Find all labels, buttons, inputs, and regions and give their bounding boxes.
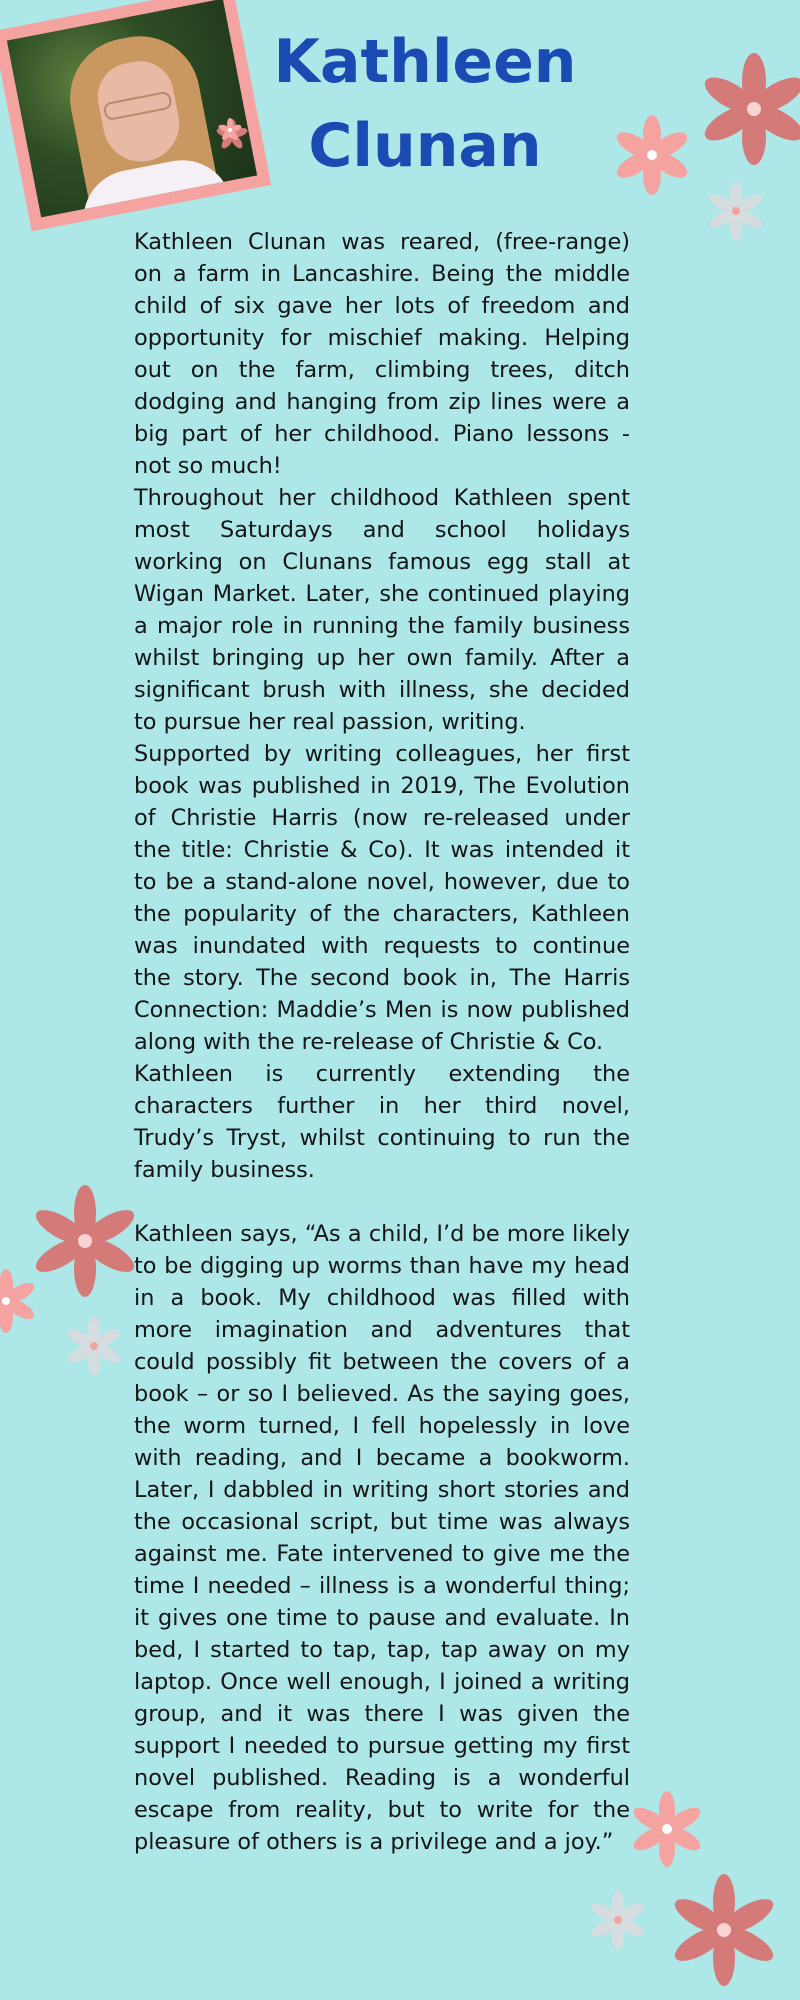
flower-icon — [582, 1884, 654, 1956]
flower-icon — [664, 1870, 784, 1990]
flower-icon — [26, 1182, 144, 1300]
flower-icon — [58, 1310, 130, 1382]
title-line-1: Kathleen — [273, 27, 577, 97]
title-line-2: Clunan — [308, 111, 542, 181]
author-quote: Kathleen says, “As a child, I’d be more likely to be digging up worms than have my head in a book. My childhood was filled with more imagination and adventures that could possibly fit between the covers of a book – or so I believed. As the saying goes, the worm turned, I fell hopelessly in love with reading, and I became a bookworm. Later, I dabbled in writing short stories and the occasional script, but time was always against me. Fate intervened to give me the time I needed – illness is a wonderful thing; it gives one time to pause and evaluate. In bed, I started to tap, tap, tap away on my laptop. Once well enough, I joined a writing group, and it was there I was given the support I needed to pursue getting my first novel published. Reading is a wonderful escape from reality, but to write for the pleasure of others is a privilege and a joy.” — [134, 1221, 630, 1855]
flower-icon — [607, 110, 697, 200]
biography — [134, 226, 630, 1858]
flower-icon — [624, 1786, 710, 1872]
author-photo — [7, 0, 257, 217]
bio-paragraph: Kathleen is currently extending the characters further in her third novel, Trudy’s Tryst, whilst continuing to run the family business. — [134, 1061, 630, 1183]
flower-icon — [700, 175, 772, 247]
bio-paragraph: Kathleen Clunan was reared, (free-range) on a farm in Lancashire. Being the middle child of six gave her lots of freedom and opportunity for mischief making. Helping out on the farm, climbing trees, ditch dodging and hanging from zip lines were a big part of her childhood. Piano lessons - not so much! — [134, 229, 630, 479]
author-photo-frame — [0, 0, 269, 229]
flower-icon — [0, 1265, 42, 1337]
bio-paragraph: Supported by writing colleagues, her first book was published in 2019, The Evolution of Christie Harris (now re-released under the title: Christie & Co). It was intended it to be a stand-alone novel, however, due to the popularity of the characters, Kathleen was inundated with requests to continue the story. The second book in, The Harris Connection: Maddie’s Men is now published along with the re-release of Christie & Co. — [134, 741, 630, 1055]
flower-icon — [695, 50, 800, 168]
bio-paragraph: Throughout her childhood Kathleen spent most Saturdays and school holidays working on Clunans famous egg stall at Wigan Market. Later, she continued playing a major role in running the family business whilst bringing up her own family. After a significant brush with illness, she decided to pursue her real passion, writing. — [134, 485, 630, 735]
page-title — [230, 20, 620, 188]
